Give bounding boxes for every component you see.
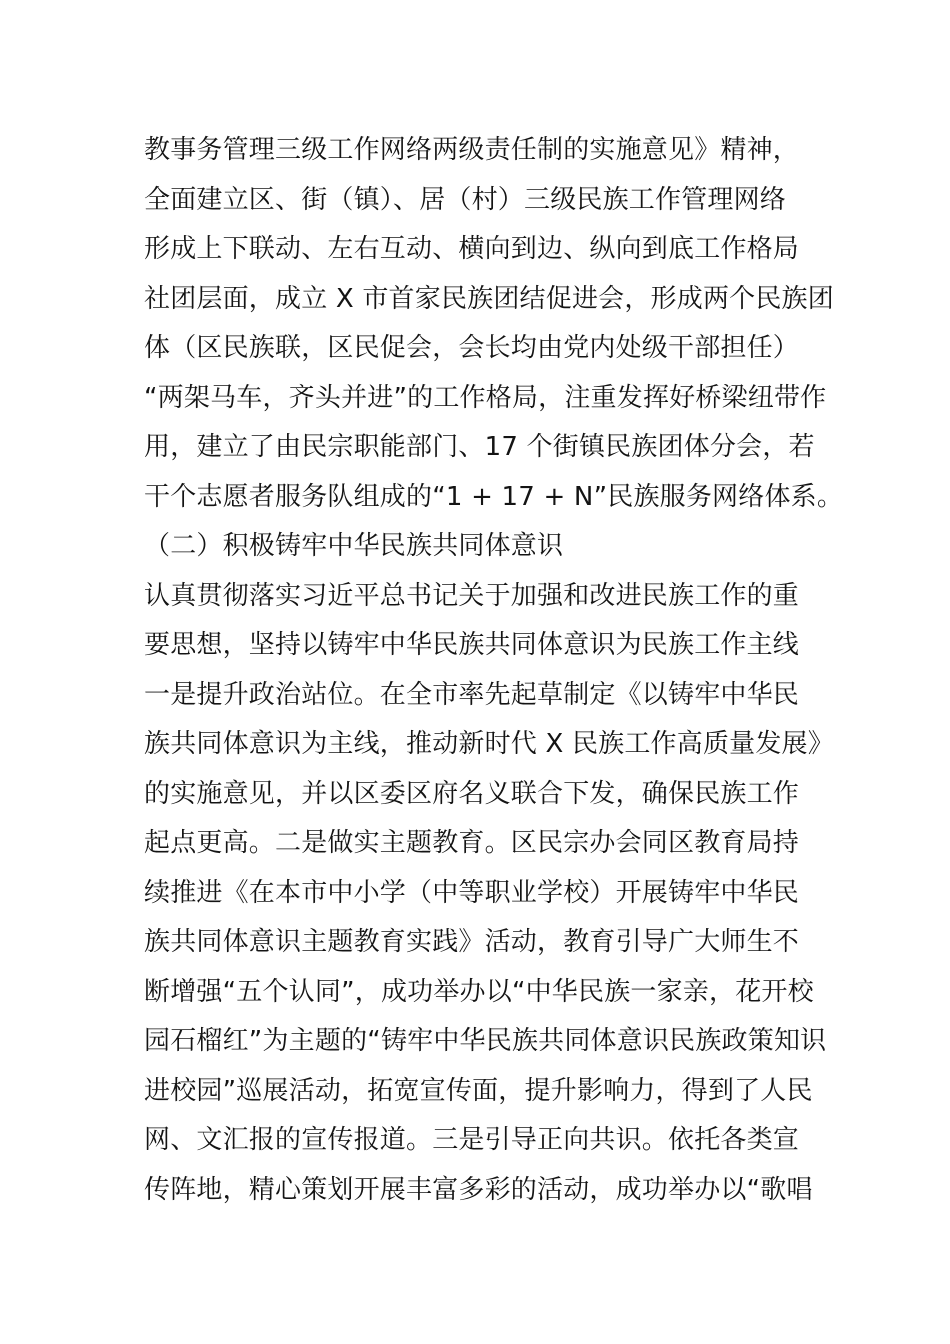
- text-line: 断增强“五个认同”，成功举办以“中华民族一家亲，花开校: [144, 976, 814, 1007]
- text-line: “两架马车，齐头并进”的工作格局，注重发挥好桥梁纽带作: [144, 382, 827, 413]
- text-line: 的实施意见，并以区委区府名义联合下发，确保民族工作: [144, 778, 800, 809]
- text-line: 园石榴红”为主题的“铸牢中华民族共同体意识民族政策知识: [144, 1026, 827, 1056]
- text-line: 要思想，坚持以铸牢中华民族共同体意识为民族工作主线: [144, 630, 800, 660]
- body-text: [144, 126, 844, 1215]
- text-line: 全面建立区、街（镇）、居（村）三级民族工作管理网络: [144, 184, 787, 215]
- text-line: 干个志愿者服务队组成的“1 + 17 + N”民族服务网络体系。: [144, 481, 844, 512]
- text-line: 续推进《在本市中小学（中等职业学校）开展铸牢中华民: [144, 877, 800, 908]
- text-line: 起点更高。二是做实主题教育。区民宗办会同区教育局持: [144, 828, 800, 858]
- text-line: 进校园”巡展活动，拓宽宣传面，提升影响力，得到了人民: [144, 1075, 813, 1106]
- text-line: 一是提升政治站位。在全市率先起草制定《以铸牢中华民: [144, 679, 800, 710]
- text-line: 用，建立了由民宗职能部门、17 个街镇民族团体分会，若: [144, 432, 815, 462]
- text-line: 形成上下联动、左右互动、横向到边、纵向到底工作格局: [144, 234, 800, 264]
- text-line: 传阵地，精心策划开展丰富多彩的活动，成功举办以“歌唱: [144, 1174, 813, 1205]
- text-line: 教事务管理三级工作网络两级责任制的实施意见》精神，: [144, 135, 800, 165]
- text-line: 族共同体意识主题教育实践》活动，教育引导广大师生不: [144, 927, 800, 957]
- text-line: 网、文汇报的宣传报道。三是引导正向共识。依托各类宣: [144, 1125, 800, 1155]
- text-line: 认真贯彻落实习近平总书记关于加强和改进民族工作的重: [144, 580, 800, 611]
- text-line: 体（区民族联，区民促会，会长均由党内处级干部担任）: [144, 333, 800, 363]
- section-heading: （二）积极铸牢中华民族共同体意识: [144, 531, 564, 561]
- text-line: 社团层面，成立 X 市首家民族团结促进会，形成两个民族团: [144, 283, 834, 314]
- text-line: 族共同体意识为主线，推动新时代 X 民族工作高质量发展》: [144, 729, 834, 759]
